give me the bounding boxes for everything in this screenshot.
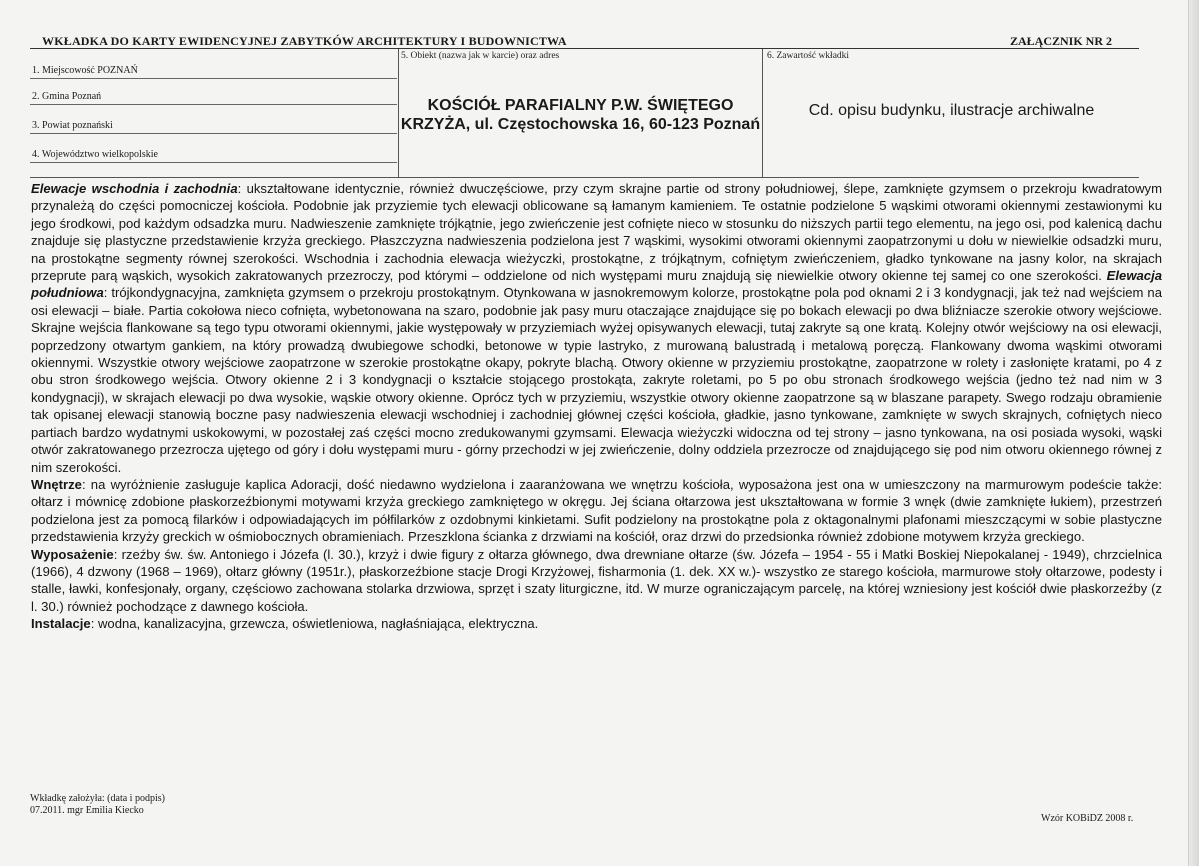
paragraph-interior xyxy=(31,476,1162,546)
field-voivodeship xyxy=(30,137,397,162)
template-version: Wzór KOBiDZ 2008 r. xyxy=(1041,813,1134,824)
text-east-west: : ukształtowane identycznie, również dwuczęściowe, przy czym skrajne partie od strony południowej, ślepe, zamknięte gzymsem o przekroju kwadratowym przynależą do części pomocniczej kościoła. Podobnie jak przyziemie tych elewacji oblicowane są łamanym kamieniem. Te ostatnie podzielone 5 wąskimi otworami okiennymi zestawionymi ku jego środkowi, pod każdym odsadzka muru. Nadwieszenie zamknięte trójkątnie, jego zwieńczenie jest cofnięte nieco w stosunku do niższych partii tego elementu, na jego osi, pod kalenicą dachu znajduje się plastyczne przedstawienie krzyża greckiego. Płaszczyzna nadwieszenia podzielona jest 7 wąskimi, wysokimi otworami okiennymi zaopatrzonymi u dołu w niewielkie odsadzki muru, na prostokątne segmenty równej szerokości. Wschodnia i zachodnia elewacja wieżyczki, prostokątne, z trójkątnym, cofniętym zwieńczeniem, gładko tynkowane na jasny kolor, na skrajach przeprute parą wąskich, wysokich zakratowanych przezroczy, pod którymi – oddzielone od nich występami muru znajdują się niewielkie otwory okienne tej samej co one szerokości. xyxy=(31,181,1162,284)
heading-south: Elewacja południowa xyxy=(31,268,1162,301)
heading-east-west: Elewacje wschodnia i zachodnia xyxy=(31,181,238,196)
heading-furnishings: Wyposażenie xyxy=(31,546,114,562)
box-border xyxy=(762,49,763,177)
box-bottom-rule xyxy=(30,177,1139,178)
heading-interior: Wnętrze xyxy=(31,476,82,492)
document-title: WKŁADKA DO KARTY EWIDENCYJNEJ ZABYTKÓW ARCHITEKTURY I BUDOWNICTWA xyxy=(42,34,567,48)
field-divider xyxy=(30,78,397,79)
field-divider xyxy=(30,133,397,134)
field-divider xyxy=(30,162,397,163)
scan-edge xyxy=(1188,0,1199,866)
description-body xyxy=(31,180,1162,633)
prepared-value: 07.2011. mgr Emilia Kiecko xyxy=(30,805,144,816)
field-place-label: 1. Miejscowość POZNAŃ xyxy=(32,65,138,76)
annex-number: ZAŁĄCZNIK NR 2 xyxy=(1010,34,1113,48)
field-commune xyxy=(30,80,397,104)
text-south: : trójkondygnacyjna, zamknięta gzymsem o przekroju prostokątnym. Otynkowana w jasnokremowym kolorze, prostokątne pola pod oknami 2 i 3 kondygnacji, jak też nad wejściem na osi elewacji – białe. Partia cokołowa nieco cofnięta, wybetonowana na szaro, podobnie jak pasy muru otaczające znajdujące się po bokach elewacji po dwa bliźniacze szerokie otwory wejściowe. Skrajne wejścia flankowane są tego typu otworami okiennymi, jakie występowały w przyziemiach wyżej opisywanych elewacji, tutaj zakryte są one kratą. Kolejny otwór wejściowy na osi elewacji, poprzedzony otwartym gankiem, na który prowadzą dwubiegowe schodki, betonowe w typie lastryko, z murowaną balustradą i metalową poręczą. Flankowany dwoma wąskimi otworami okiennymi. Wszystkie otwory wejściowe zaopatrzone w szerokie prostokątne okapy, pokryte blachą. Otwory okienne w przyziemiu prostokątne, zaopatrzone w rolety i zasłonięte kratami, po 4 z obu stron środkowego wejścia. Otwory okienne 2 i 3 kondygnacji o kształcie stojącego prostokąta, zakryte roletami, po 5 po obu stronach środkowego wejścia (jedno też nad nim w 3 kondygnacji), w skrajach elewacji po dwa wysokie, wąskie otwory okienne. Oprócz tych w przyziemiu, wszystkie otwory okienne zaopatrzone są w blaszane parapety. Swego rodzaju obramienie tak opisanej elewacji stanowią boczne pasy nadwieszenia elewacji wschodniej i zachodniej głównej części kościoła, gładkie, jasno tynkowane, zamknięte w swych skrajnych, cofniętych nieco partiach bardzo wydatnymi uskokowymi, w pozostałej zaś części mocno zredukowanymi gzymsami. Elewacja wieżyczki widoczna od tej strony – jasno tynkowana, na osi posiada wysoki, wąski otwór zakratowanego przezrocza ujętego od góry i dołu występami muru - górny przechodzi w jej zwieńczenie, dolny oddziela przezrocze od znajdującego się pod nim otworu okiennego równej z nim szerokości. xyxy=(31,285,1162,475)
object-label: 5. Obiekt (nazwa jak w karcie) oraz adres xyxy=(401,51,560,61)
field-place xyxy=(30,50,397,78)
prepared-by xyxy=(30,793,165,817)
content-label: 6. Zawartość wkładki xyxy=(767,51,850,61)
object-name: KOŚCIÓŁ PARAFIALNY P.W. ŚWIĘTEGO KRZYŻA, ul. Częstochowska 16, 60-123 Poznań xyxy=(400,97,761,133)
field-voivodeship-label: 4. Województwo wielkopolskie xyxy=(32,149,158,160)
paragraph-elevations xyxy=(31,180,1162,476)
paragraph-installations xyxy=(31,615,1162,632)
prepared-label: Wkładkę założyła: (data i podpis) xyxy=(30,793,165,804)
field-commune-label: 2. Gmina Poznań xyxy=(32,91,102,102)
field-divider xyxy=(30,104,397,105)
field-county-label: 3. Powiat poznański xyxy=(32,120,113,131)
heading-installations: Instalacje xyxy=(31,616,91,632)
header-rule xyxy=(30,48,1139,49)
text-furnishings: : rzeźby św. św. Antoniego i Józefa (l. 30.), krzyż i dwie figury z ołtarza głównego, dwa drewniane ołtarze (św. Józefa – 1954 - 55 i Matki Boskiej Niepokalanej - 1949), chrzcielnica (1966), 4 dzwony (1968 – 1969), ołtarz główny (1951r.), płaskorzeźbione stacje Drogi Krzyżowej, fisharmonia (1. dek. XX w.)- wszystko ze starego kościoła, marmurowe stoły ołtarzowe, podesty i stalle, ławki, konfesjonały, organy, częściowo zachowana stolarka drzwiowa, sprzęt i szaty liturgiczne, itd. W murze ograniczającym parcelę, na której wzniesiony jest kościół dwie płaskorzeźby (z l. 30.) również pochodzące z dawnego kościoła. xyxy=(31,546,1162,614)
field-county xyxy=(30,108,397,133)
text-interior: : na wyróżnienie zasługuje kaplica Adoracji, dość niedawno wydzielona i zaaranżowana we wnętrzu kościoła, wyposażona jest ona w umieszczony na marmurowym podeście także: ołtarz i mównicę zdobione płaskorzeźbionymi motywami krzyża greckiego zamkniętego w okręgu. Jej ściana ołtarzowa jest ukształtowana w formie 3 wnęk (dwie zamknięte łukiem), przestrzeń podzielona jest za pomocą filarków i odpowiadających im półfilarków z ozdobnymi kinkietami. Sufit podzielony na prostokątne pola z oktagonalnymi plafonami mieszczącymi w sobie plastyczne przedstawienia krzyży greckich w ośmiobocznych obramieniach. Przeszklona ścianka z drzwiami na kościół, oraz drzwi do przedsionka również zdobione motywem krzyża greckiego. xyxy=(31,476,1162,545)
paragraph-furnishings xyxy=(31,546,1162,616)
text-installations: : wodna, kanalizacyjna, grzewcza, oświetleniowa, nagłaśniająca, elektryczna. xyxy=(90,616,539,632)
content-value: Cd. opisu budynku, ilustracje archiwalne xyxy=(808,102,1095,119)
